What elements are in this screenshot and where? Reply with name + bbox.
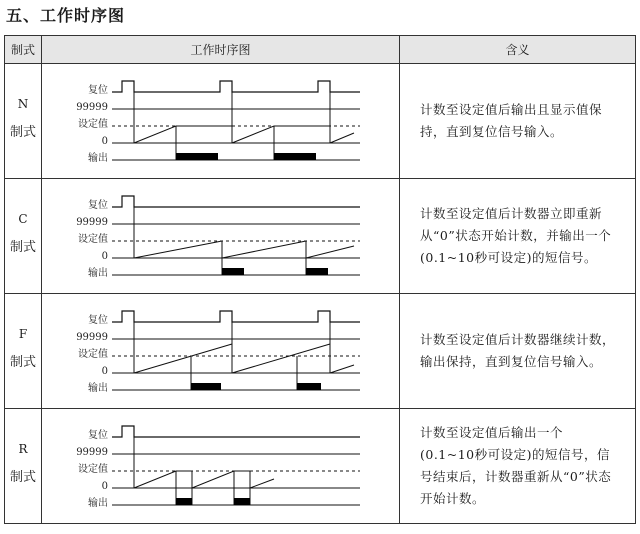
mode-word: 制式 <box>9 470 36 485</box>
count-ramp <box>134 471 274 488</box>
label-reset: 复位 <box>88 315 108 326</box>
label-zero: 0 <box>101 366 108 377</box>
mode-cell-c <box>5 179 42 294</box>
reset-waveform <box>112 81 360 92</box>
output-pulse <box>191 383 221 390</box>
header-diagram: 工作时序图 <box>42 36 400 64</box>
timing-table <box>4 35 636 524</box>
label-max: 99999 <box>76 102 108 113</box>
timing-diagram-c <box>42 179 400 294</box>
signal-labels <box>76 428 108 509</box>
count-ramp <box>134 126 354 143</box>
count-ramp <box>134 344 354 373</box>
output-pulse <box>306 268 328 275</box>
mode-cell-f <box>5 294 42 409</box>
reset-waveform <box>112 426 360 437</box>
label-output: 输出 <box>88 498 108 509</box>
timing-diagram-r-svg <box>42 409 400 523</box>
timing-diagram-n <box>42 64 400 179</box>
output-pulse <box>234 498 250 505</box>
mode-letter: F <box>18 327 28 341</box>
label-max: 99999 <box>76 217 108 228</box>
label-zero: 0 <box>101 251 108 262</box>
header-meaning: 含义 <box>400 36 636 64</box>
table-row-c <box>5 179 636 294</box>
label-output: 输出 <box>88 383 108 394</box>
table-header-row <box>5 36 636 64</box>
reset-waveform <box>112 196 360 207</box>
label-max: 99999 <box>76 332 108 343</box>
header-mode: 制式 <box>5 36 42 64</box>
meaning-n: 计数至设定值后输出且显示值保持，直到复位信号输入。 <box>400 64 636 179</box>
label-setpoint: 设定值 <box>78 464 108 475</box>
label-reset: 复位 <box>88 430 108 441</box>
label-output: 输出 <box>88 153 108 164</box>
mode-word: 制式 <box>9 240 36 255</box>
output-pulse <box>176 153 218 160</box>
timing-diagram-f-svg <box>42 294 400 408</box>
table-row-f <box>5 294 636 409</box>
label-zero: 0 <box>101 136 108 147</box>
count-ramp <box>134 241 354 258</box>
mode-cell-r <box>5 409 42 524</box>
meaning-r: 计数至设定值后输出一个(0.1~10秒可设定)的短信号，信号结束后，计数器重新从“0”状态开始计数。 <box>400 409 636 524</box>
mode-word: 制式 <box>9 125 36 140</box>
signal-labels <box>76 198 108 279</box>
label-setpoint: 设定值 <box>78 234 108 245</box>
signal-labels <box>76 83 108 164</box>
timing-diagram-c-svg <box>42 179 400 293</box>
mode-word: 制式 <box>9 355 36 370</box>
label-reset: 复位 <box>88 85 108 96</box>
label-setpoint: 设定值 <box>78 349 108 360</box>
label-max: 99999 <box>76 447 108 458</box>
section-title: 五、工作时序图 <box>6 6 126 25</box>
mode-letter: N <box>17 97 29 111</box>
reset-waveform <box>112 311 360 322</box>
label-output: 输出 <box>88 268 108 279</box>
output-pulse <box>222 268 244 275</box>
mode-letter: R <box>18 442 28 456</box>
timing-diagram-f <box>42 294 400 409</box>
output-pulse <box>176 498 192 505</box>
output-pulse <box>274 153 316 160</box>
mode-letter: C <box>18 212 28 226</box>
table-row-r <box>5 409 636 524</box>
meaning-c: 计数至设定值后计数器立即重新从“0”状态开始计数，并输出一个(0.1~10秒可设定)的短信号。 <box>400 179 636 294</box>
label-setpoint: 设定值 <box>78 119 108 130</box>
label-reset: 复位 <box>88 200 108 211</box>
label-zero: 0 <box>101 481 108 492</box>
signal-labels <box>76 313 108 394</box>
table-row-n <box>5 64 636 179</box>
timing-diagram-r <box>42 409 400 524</box>
meaning-f: 计数至设定值后计数器继续计数，输出保持，直到复位信号输入。 <box>400 294 636 409</box>
output-pulse <box>297 383 321 390</box>
timing-diagram-n-svg <box>42 64 400 178</box>
mode-cell-n <box>5 64 42 179</box>
